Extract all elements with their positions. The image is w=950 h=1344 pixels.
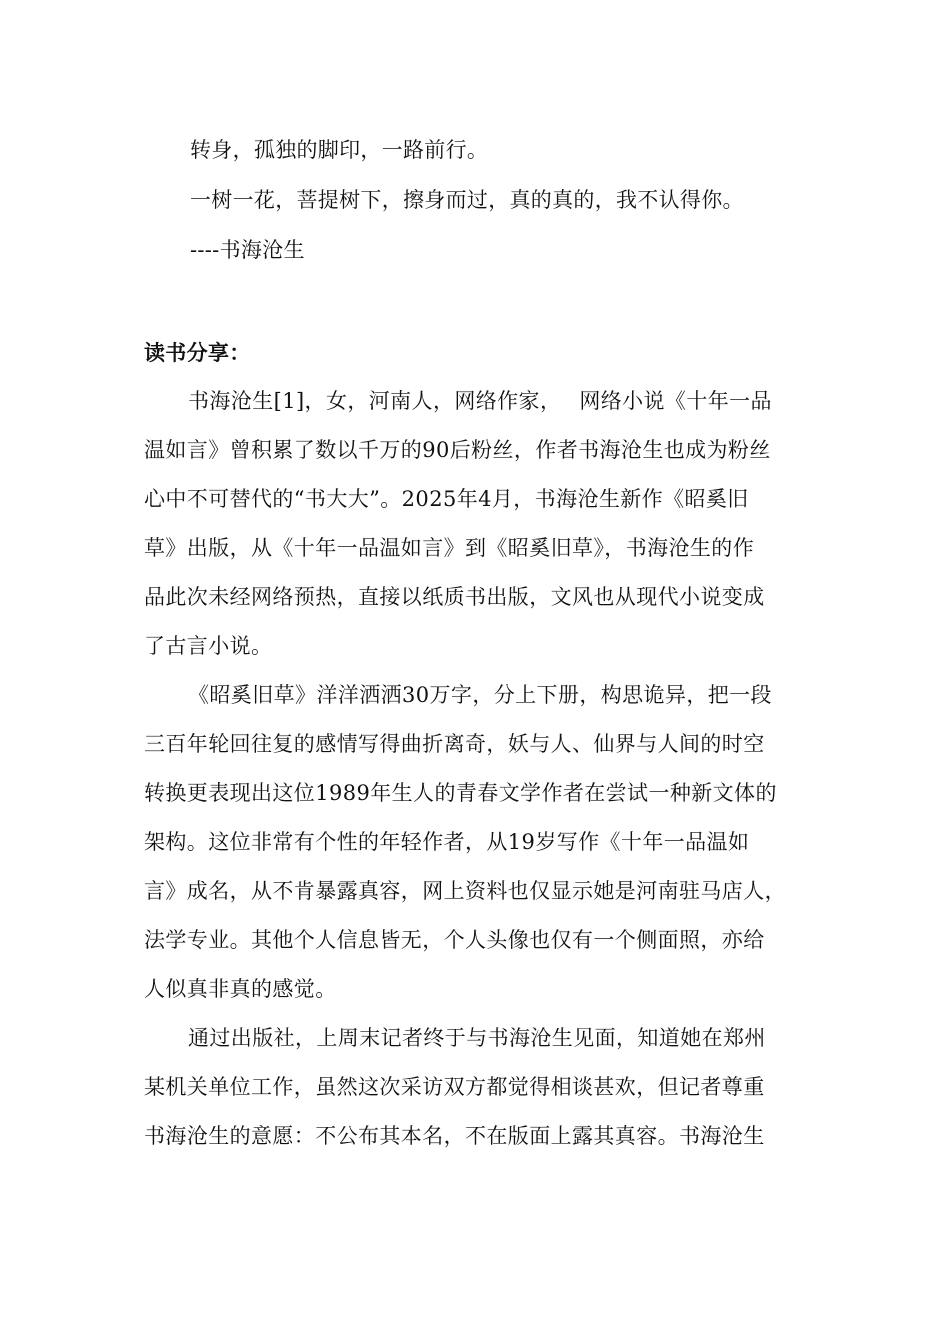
paragraph-1-line-5: 品此次未经网络预热，直接以纸质书出版，文风也从现代小说变成 — [144, 585, 765, 609]
paragraph-1-line-2: 温如言》曾积累了数以千万的90后粉丝，作者书海沧生也成为粉丝 — [144, 438, 771, 462]
paragraph-2-line-6: 法学专业。其他个人信息皆无，个人头像也仅有一个侧面照，亦给 — [144, 928, 765, 952]
paragraph-1-line-6: 了古言小说。 — [144, 634, 273, 658]
section-heading: 读书分享： — [144, 340, 251, 365]
body-text — [144, 377, 804, 1161]
paragraph-2-line-7: 人似真非真的感觉。 — [144, 977, 337, 1001]
paragraph-1-line-3: 心中不可替代的“书大大”。2025年4月，书海沧生新作《昭奚旧 — [144, 487, 749, 511]
paragraph-2-line-4: 架构。这位非常有个性的年轻作者，从19岁写作《十年一品温如 — [144, 830, 750, 854]
paragraph-1-line-4: 草》出版，从《十年一品温如言》到《昭奚旧草》，书海沧生的作 — [144, 536, 755, 560]
paragraph-2-line-5: 言》成名，从不肯暴露真容，网上资料也仅显示她是河南驻马店人， — [144, 879, 786, 903]
paragraph-3-line-3: 书海沧生的意愿：不公布其本名，不在版面上露其真容。书海沧生 — [144, 1124, 765, 1148]
paragraph-2-line-2: 三百年轮回往复的感情写得曲折离奇，妖与人、仙界与人间的时空 — [144, 732, 765, 756]
paragraph-3-line-2: 某机关单位工作，虽然这次采访双方都觉得相谈甚欢，但记者尊重 — [144, 1075, 765, 1099]
poem-signature: ----书海沧生 — [190, 238, 305, 262]
paragraph-3-line-1: 通过出版社，上周末记者终于与书海沧生见面，知道她在郑州 — [188, 1026, 766, 1050]
poem-line-2: 一树一花，菩提树下，擦身而过，真的真的，我不认得你。 — [190, 188, 744, 212]
paragraph-2-line-1: 《昭奚旧草》洋洋洒洒30万字，分上下册，构思诡异，把一段 — [188, 683, 772, 707]
poem-line-1: 转身，孤独的脚印，一路前行。 — [190, 138, 489, 162]
paragraph-2-line-3: 转换更表现出这位1989年生人的青春文学作者在尝试一种新文体的 — [144, 781, 777, 805]
paragraph-1-line-1: 书海沧生[1]，女，河南人，网络作家， 网络小说《十年一品 — [188, 389, 772, 413]
